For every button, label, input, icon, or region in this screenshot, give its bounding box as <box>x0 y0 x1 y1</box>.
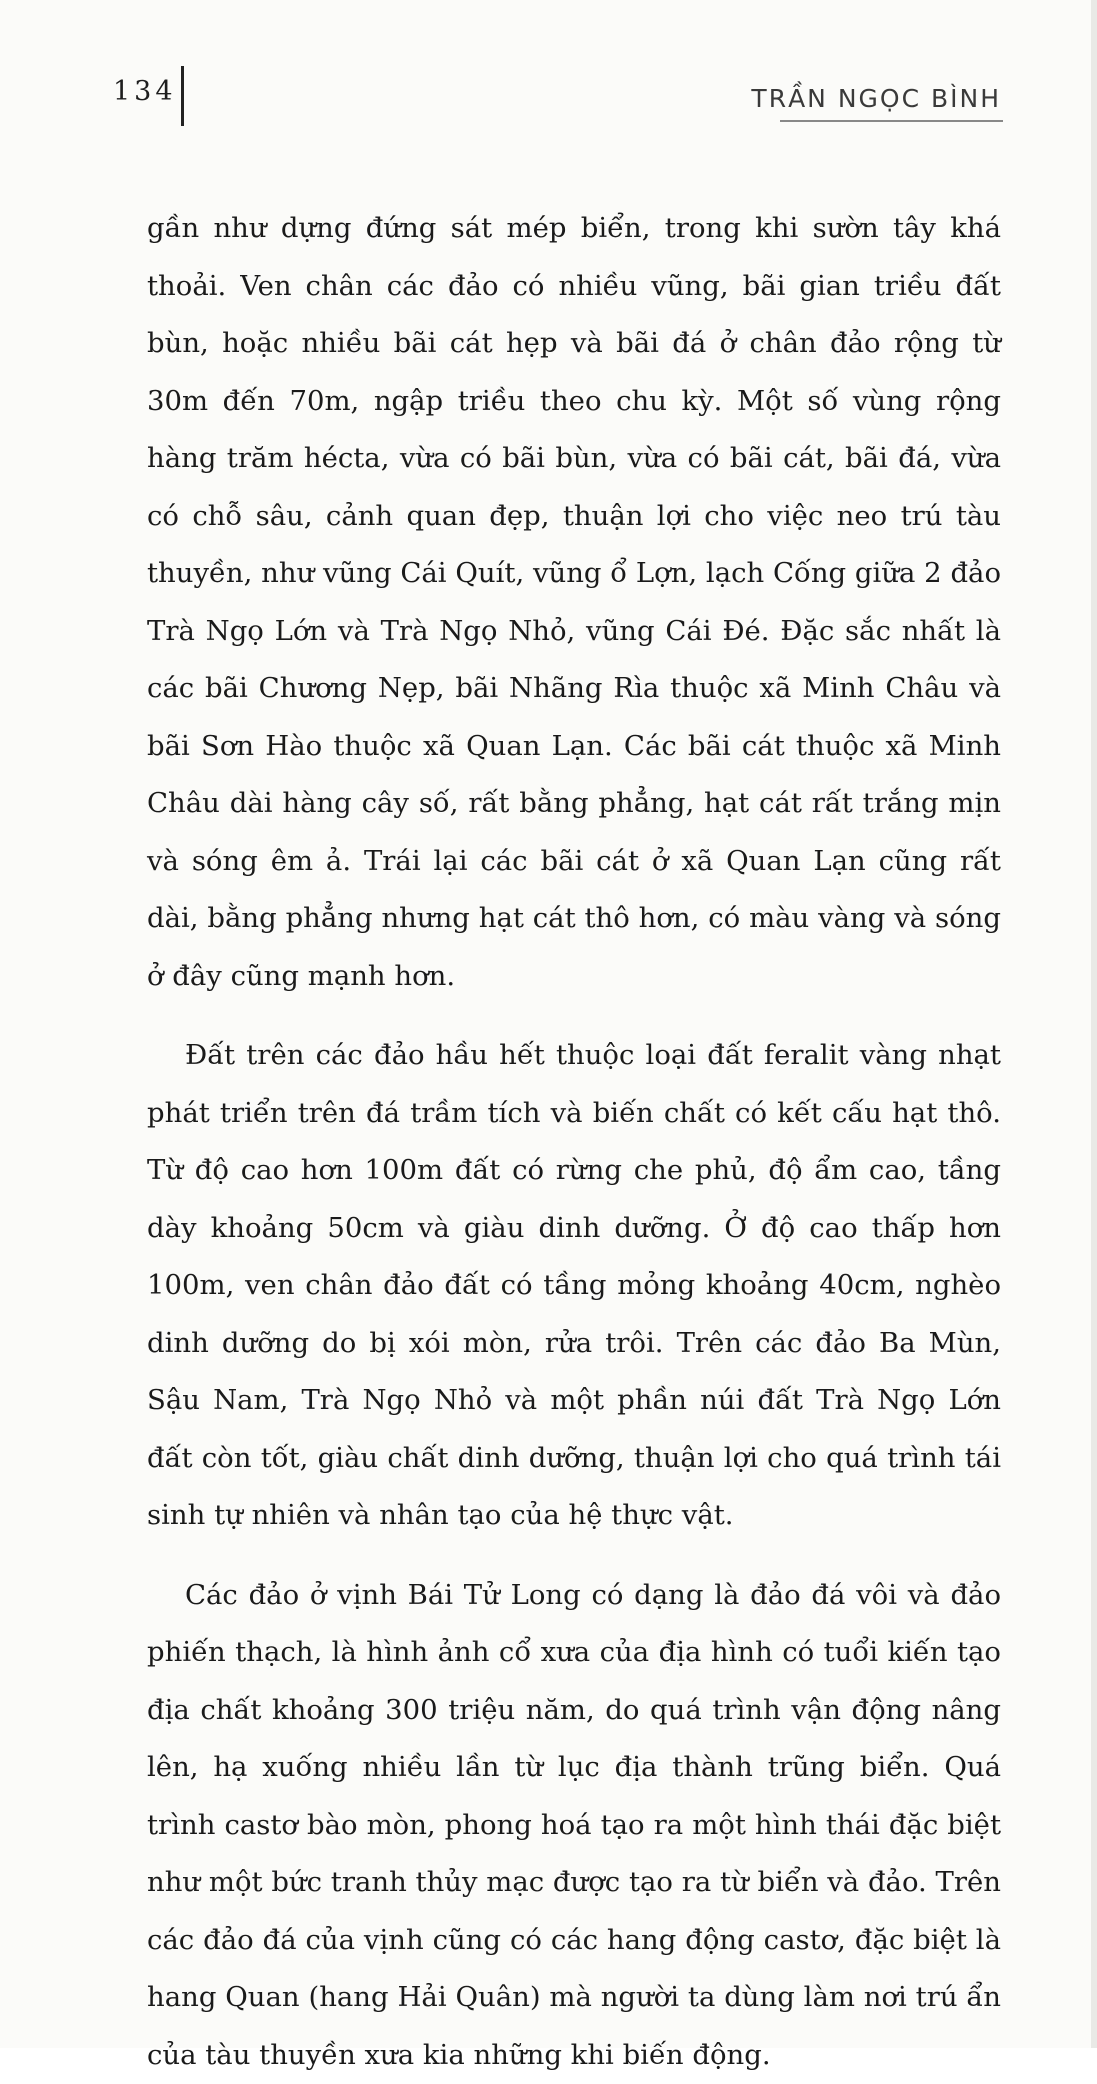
running-header <box>0 60 1097 130</box>
paragraph-1: gần như dựng đứng sát mép biển, trong khi sườn tây khá thoải. Ven chân các đảo có nhiều vũng, bãi gian triều đất bùn, hoặc nhiều bãi cát hẹp và bãi đá ở chân đảo rộng từ 30m đến 70m, ngập triều theo chu kỳ. Một số vùng rộng hàng trăm hécta, vừa có bãi bùn, vừa có bãi cát, bãi đá, vừa có chỗ sâu, cảnh quan đẹp, thuận lợi cho việc neo trú tàu thuyền, như vũng Cái Quít, vũng ổ Lợn, lạch Cống giữa 2 đảo Trà Ngọ Lớn và Trà Ngọ Nhỏ, vũng Cái Đé. Đặc sắc nhất là các bãi Chương Nẹp, bãi Nhãng Rìa thuộc xã Minh Châu và bãi Sơn Hào thuộc xã Quan Lạn. Các bãi cát thuộc xã Minh Châu dài hàng cây số, rất bằng phẳng, hạt cát rất trắng mịn và sóng êm ả. Trái lại các bãi cát ở xã Quan Lạn cũng rất dài, bằng phẳng nhưng hạt cát thô hơn, có màu vàng và sóng ở đây cũng mạnh hơn. <box>147 200 1001 1005</box>
page-edge <box>1091 0 1097 2048</box>
header-divider <box>181 66 184 126</box>
running-header-author: TRẦN NGỌC BÌNH <box>751 84 1001 113</box>
paragraph-3: Các đảo ở vịnh Bái Tử Long có dạng là đảo đá vôi và đảo phiến thạch, là hình ảnh cổ xưa của địa hình có tuổi kiến tạo địa chất khoảng 300 triệu năm, do quá trình vận động nâng lên, hạ xuống nhiều lần từ lục địa thành trũng biển. Quá trình castơ bào mòn, phong hoá tạo ra một hình thái đặc biệt như một bức tranh thủy mạc được tạo ra từ biển và đảo. Trên các đảo đá của vịnh cũng có các hang động castơ, đặc biệt là hang Quan (hang Hải Quân) mà người ta dùng làm nơi trú ẩn của tàu thuyền xưa kia những khi biến động. <box>147 1567 1001 2084</box>
page-number: 134 <box>113 76 177 107</box>
paragraph-2: Đất trên các đảo hầu hết thuộc loại đất feralit vàng nhạt phát triển trên đá trầm tích và biến chất có kết cấu hạt thô. Từ độ cao hơn 100m đất có rừng che phủ, độ ẩm cao, tầng dày khoảng 50cm và giàu dinh dưỡng. Ở độ cao thấp hơn 100m, ven chân đảo đất có tầng mỏng khoảng 40cm, nghèo dinh dưỡng do bị xói mòn, rửa trôi. Trên các đảo Ba Mùn, Sậu Nam, Trà Ngọ Nhỏ và một phần núi đất Trà Ngọ Lớn đất còn tốt, giàu chất dinh dưỡng, thuận lợi cho quá trình tái sinh tự nhiên và nhân tạo của hệ thực vật. <box>147 1027 1001 1545</box>
body-text <box>147 200 1001 2084</box>
header-underline <box>780 120 1003 122</box>
